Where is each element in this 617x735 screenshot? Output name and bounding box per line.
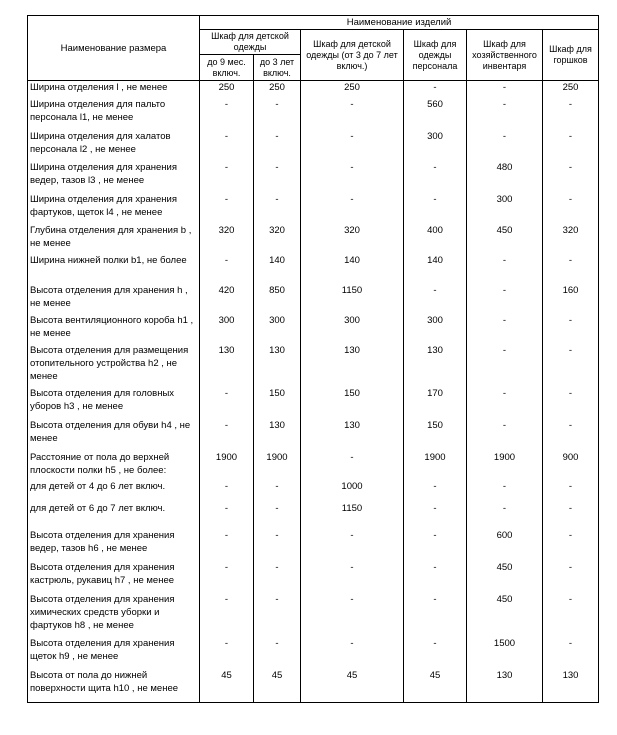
- table-body: [28, 81, 599, 703]
- row-label: Расстояние от пола до верхней плоскости полки h5 , не более:: [28, 451, 200, 480]
- cell-value: -: [543, 480, 599, 502]
- table-row: [28, 314, 599, 344]
- cell-value: 320: [543, 224, 599, 254]
- cell-value: 130: [254, 344, 301, 387]
- cell-value: -: [254, 502, 301, 529]
- cell-value: 130: [301, 419, 404, 451]
- header-pots: Шкаф для горшков: [543, 30, 599, 81]
- cell-value: 1500: [467, 637, 543, 669]
- row-label: Глубина отделения для хранения b , не менее: [28, 224, 200, 254]
- table-row: [28, 593, 599, 637]
- cell-value: -: [467, 284, 543, 314]
- cell-value: 320: [301, 224, 404, 254]
- cell-value: -: [543, 561, 599, 593]
- cell-value: -: [467, 344, 543, 387]
- cell-value: -: [254, 98, 301, 130]
- cell-value: -: [543, 314, 599, 344]
- cell-value: -: [200, 254, 254, 284]
- cell-value: -: [301, 561, 404, 593]
- cell-value: -: [301, 130, 404, 161]
- cell-value: -: [200, 419, 254, 451]
- table-row: [28, 161, 599, 193]
- cell-value: -: [301, 161, 404, 193]
- table-row: [28, 637, 599, 669]
- cell-value: -: [543, 193, 599, 224]
- cell-value: -: [404, 193, 467, 224]
- cell-value: 300: [254, 314, 301, 344]
- cell-value: 45: [254, 669, 301, 703]
- cell-value: -: [543, 161, 599, 193]
- cell-value: 250: [254, 81, 301, 98]
- cell-value: 320: [200, 224, 254, 254]
- row-label: Высота отделения для хранения ведер, тазов h6 , не менее: [28, 529, 200, 561]
- cell-value: 600: [467, 529, 543, 561]
- cell-value: 300: [200, 314, 254, 344]
- cell-value: -: [404, 561, 467, 593]
- cell-value: -: [404, 81, 467, 98]
- cell-value: 1000: [301, 480, 404, 502]
- row-label: Высота отделения для хранения кастрюль, рукавиц h7 , не менее: [28, 561, 200, 593]
- cell-value: 130: [467, 669, 543, 703]
- row-label: Высота отделения для головных уборов h3 , не менее: [28, 387, 200, 419]
- cell-value: -: [200, 593, 254, 637]
- cell-value: -: [200, 480, 254, 502]
- cell-value: 45: [200, 669, 254, 703]
- header-size-name: Наименование размера: [28, 16, 200, 81]
- cell-value: 560: [404, 98, 467, 130]
- cell-value: -: [254, 161, 301, 193]
- cell-value: -: [404, 161, 467, 193]
- cell-value: -: [301, 193, 404, 224]
- cell-value: -: [200, 529, 254, 561]
- row-label: Ширина отделения для хранения фартуков, щеток l4 , не менее: [28, 193, 200, 224]
- row-label: Ширина нижней полки b1, не более: [28, 254, 200, 284]
- cell-value: -: [467, 130, 543, 161]
- cell-value: -: [301, 451, 404, 480]
- cell-value: -: [254, 529, 301, 561]
- row-label: Высота отделения для хранения химических средств уборки и фартуков h8 , не менее: [28, 593, 200, 637]
- header-products: Наименование изделий: [200, 16, 599, 30]
- cell-value: -: [254, 193, 301, 224]
- cell-value: -: [467, 314, 543, 344]
- row-label: для детей от 6 до 7 лет включ.: [28, 502, 200, 529]
- row-label: Ширина отделения l , не менее: [28, 81, 200, 98]
- cell-value: 45: [404, 669, 467, 703]
- cell-value: -: [301, 637, 404, 669]
- cell-value: 480: [467, 161, 543, 193]
- row-label: Высота отделения для обуви h4 , не менее: [28, 419, 200, 451]
- header-age-9m: до 9 мес. включ.: [200, 55, 254, 81]
- cell-value: -: [200, 130, 254, 161]
- cell-value: -: [200, 98, 254, 130]
- cell-value: 1900: [467, 451, 543, 480]
- cell-value: -: [301, 98, 404, 130]
- cell-value: 130: [200, 344, 254, 387]
- cell-value: 45: [301, 669, 404, 703]
- cell-value: -: [254, 637, 301, 669]
- cell-value: 1150: [301, 502, 404, 529]
- row-label: Высота отделения для хранения h , не менее: [28, 284, 200, 314]
- cell-value: 450: [467, 561, 543, 593]
- cell-value: -: [543, 254, 599, 284]
- cell-value: 450: [467, 224, 543, 254]
- table-row: [28, 284, 599, 314]
- cell-value: -: [467, 502, 543, 529]
- cell-value: -: [467, 81, 543, 98]
- row-label: Высота от пола до нижней поверхности щита h10 , не менее: [28, 669, 200, 703]
- cell-value: -: [467, 480, 543, 502]
- header-age-3y: до 3 лет включ.: [254, 55, 301, 81]
- header-staff-clothes: Шкаф для одежды персонала: [404, 30, 467, 81]
- cell-value: 1150: [301, 284, 404, 314]
- cell-value: -: [254, 130, 301, 161]
- cell-value: -: [200, 561, 254, 593]
- cell-value: -: [543, 502, 599, 529]
- cell-value: -: [301, 529, 404, 561]
- table-row: [28, 344, 599, 387]
- table-row: [28, 193, 599, 224]
- cell-value: 150: [254, 387, 301, 419]
- cell-value: -: [543, 529, 599, 561]
- cell-value: 150: [301, 387, 404, 419]
- cell-value: -: [404, 284, 467, 314]
- table-row: [28, 480, 599, 502]
- cell-value: -: [543, 344, 599, 387]
- cell-value: 140: [301, 254, 404, 284]
- cell-value: 250: [543, 81, 599, 98]
- cell-value: 1900: [404, 451, 467, 480]
- row-label: Высота отделения для размещения отопительного устройства h2 , не менее: [28, 344, 200, 387]
- row-label: Ширина отделения для пальто персонала l1, не менее: [28, 98, 200, 130]
- cell-value: -: [467, 254, 543, 284]
- cell-value: -: [543, 593, 599, 637]
- cell-value: -: [404, 502, 467, 529]
- cell-value: -: [543, 419, 599, 451]
- cell-value: -: [543, 98, 599, 130]
- row-label: Ширина отделения для халатов персонала l2 , не менее: [28, 130, 200, 161]
- cell-value: 250: [301, 81, 404, 98]
- cell-value: 130: [301, 344, 404, 387]
- cell-value: -: [404, 480, 467, 502]
- cell-value: -: [254, 561, 301, 593]
- cell-value: -: [200, 637, 254, 669]
- cell-value: -: [467, 98, 543, 130]
- table-row: [28, 387, 599, 419]
- cell-value: -: [200, 193, 254, 224]
- cell-value: -: [301, 593, 404, 637]
- cell-value: -: [200, 161, 254, 193]
- cell-value: -: [404, 637, 467, 669]
- cell-value: 850: [254, 284, 301, 314]
- cell-value: 140: [404, 254, 467, 284]
- cell-value: 420: [200, 284, 254, 314]
- cell-value: 900: [543, 451, 599, 480]
- cell-value: 130: [543, 669, 599, 703]
- cell-value: -: [254, 593, 301, 637]
- cell-value: -: [543, 130, 599, 161]
- cell-value: 150: [404, 419, 467, 451]
- cell-value: 1900: [200, 451, 254, 480]
- cell-value: -: [200, 387, 254, 419]
- cell-value: -: [543, 387, 599, 419]
- cell-value: -: [404, 593, 467, 637]
- cell-value: 300: [404, 130, 467, 161]
- table-row: [28, 502, 599, 529]
- table-row: [28, 669, 599, 703]
- cell-value: -: [467, 419, 543, 451]
- table-row: [28, 81, 599, 98]
- cell-value: -: [467, 387, 543, 419]
- cell-value: 160: [543, 284, 599, 314]
- cell-value: 450: [467, 593, 543, 637]
- cell-value: 320: [254, 224, 301, 254]
- cell-value: 170: [404, 387, 467, 419]
- table-row: [28, 130, 599, 161]
- table-row: [28, 451, 599, 480]
- cell-value: 300: [467, 193, 543, 224]
- cell-value: -: [404, 529, 467, 561]
- header-household: Шкаф для хозяйственного инвентаря: [467, 30, 543, 81]
- cell-value: 400: [404, 224, 467, 254]
- table-row: [28, 419, 599, 451]
- cell-value: 300: [301, 314, 404, 344]
- cell-value: 300: [404, 314, 467, 344]
- table-row: [28, 224, 599, 254]
- cell-value: 1900: [254, 451, 301, 480]
- cell-value: 140: [254, 254, 301, 284]
- row-label: Ширина отделения для хранения ведер, тазов l3 , не менее: [28, 161, 200, 193]
- cell-value: 250: [200, 81, 254, 98]
- header-children-3-7: Шкаф для детской одежды (от 3 до 7 лет включ.): [301, 30, 404, 81]
- row-label: Высота отделения для хранения щеток h9 , не менее: [28, 637, 200, 669]
- header-children-cabinet: Шкаф для детской одежды: [200, 30, 301, 55]
- cell-value: -: [200, 502, 254, 529]
- row-label: Высота вентиляционного короба h1 , не менее: [28, 314, 200, 344]
- cell-value: 130: [254, 419, 301, 451]
- table-row: [28, 254, 599, 284]
- cell-value: -: [543, 637, 599, 669]
- dimensions-table: [27, 15, 599, 703]
- cell-value: 130: [404, 344, 467, 387]
- table-row: [28, 98, 599, 130]
- table-row: [28, 529, 599, 561]
- cell-value: -: [254, 480, 301, 502]
- table-row: [28, 561, 599, 593]
- row-label: для детей от 4 до 6 лет включ.: [28, 480, 200, 502]
